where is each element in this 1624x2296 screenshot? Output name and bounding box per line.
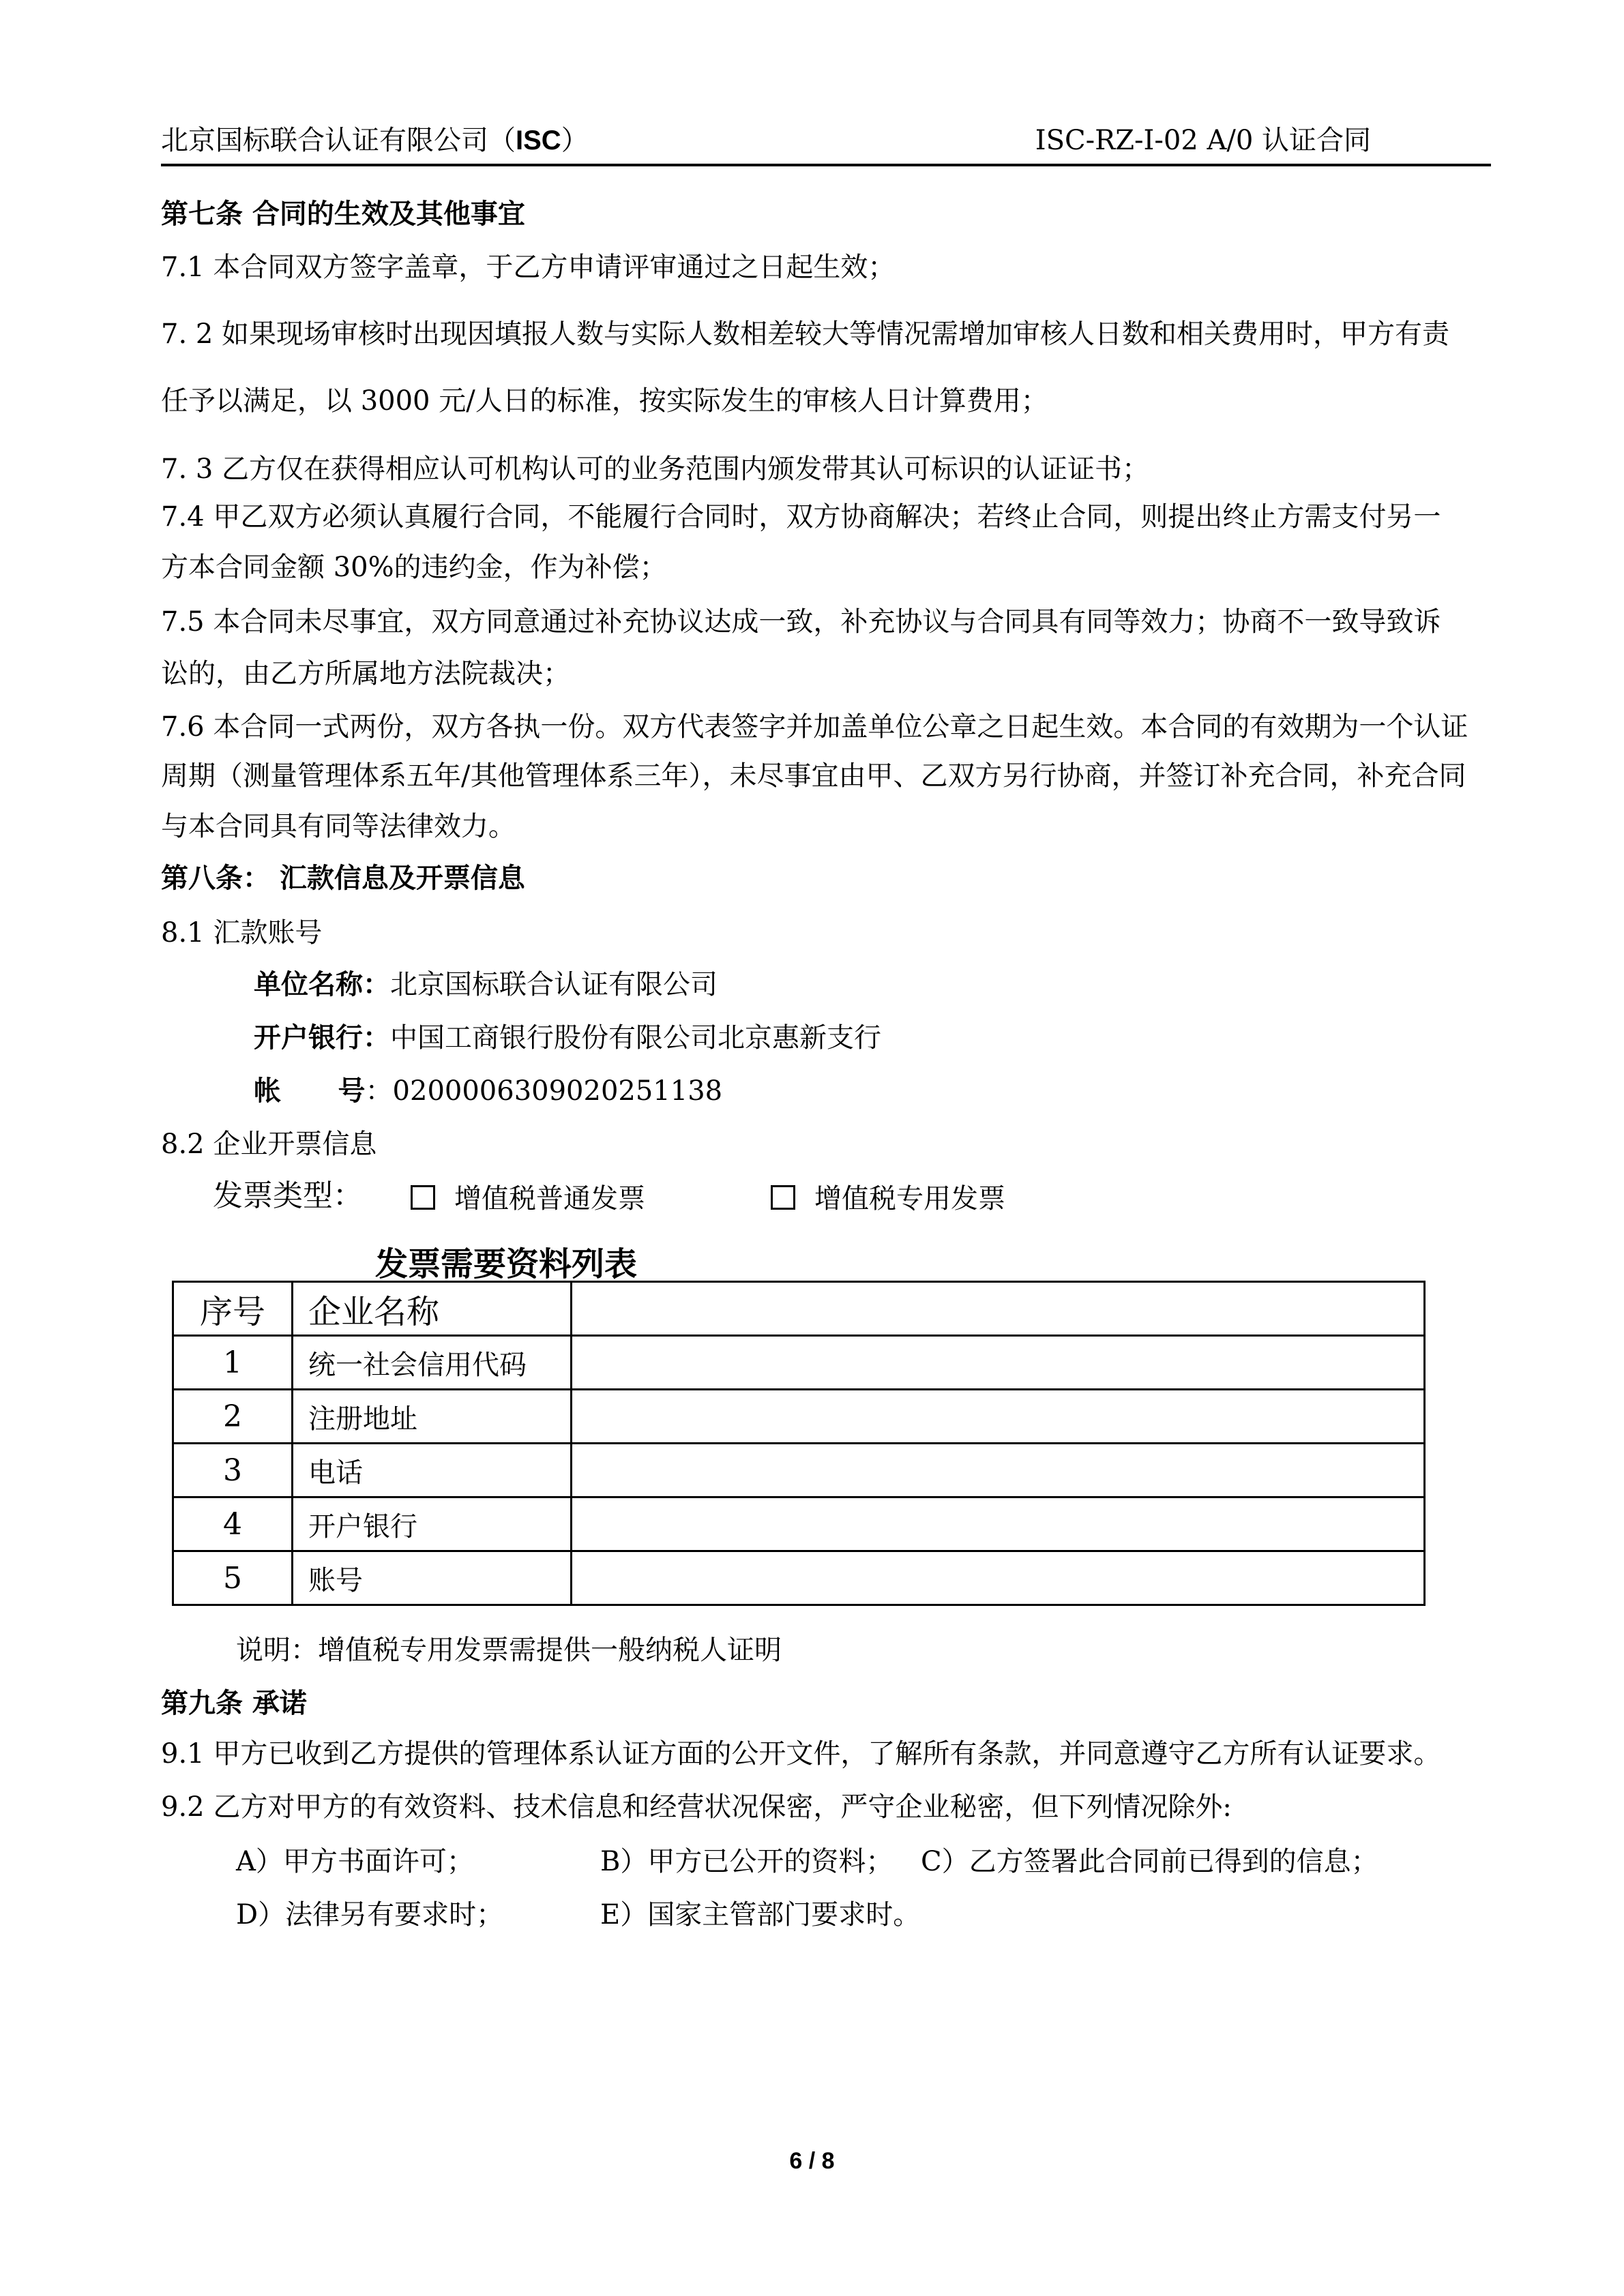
clause-7-5-line2: 讼的，由乙方所属地方法院裁决； [161, 658, 570, 689]
clause-7-4-line2: 方本合同金额 30%的违约金，作为补偿； [161, 552, 667, 583]
bank-value: 中国工商银行股份有限公司北京惠新支行 [390, 1022, 881, 1054]
clause-7-6-line2: 周期（测量管理体系五年/其他管理体系三年），未尽事宜由甲、乙双方另行协商，并签订补充合同，补充合同 [161, 760, 1466, 792]
document-code: ISC-RZ-I-02 A/0 认证合同 [1035, 125, 1371, 156]
remittance-bank-row [254, 1022, 881, 1054]
invoice-info-table [172, 1281, 1426, 1606]
exception-a: A）甲方书面许可； [236, 1846, 474, 1877]
field-name-cell: 账号 [293, 1551, 572, 1605]
invoice-note: 说明：增值税专用发票需提供一般纳税人证明 [236, 1635, 782, 1666]
table-row [173, 1390, 1425, 1444]
article-9-title: 第九条 承诺 [161, 1688, 307, 1719]
page-number: 6 / 8 [789, 2148, 835, 2174]
article-8-title: 第八条： 汇款信息及开票信息 [161, 863, 525, 894]
exception-e: E）国家主管部门要求时。 [600, 1899, 921, 1930]
row-number-cell: 序号 [173, 1282, 293, 1336]
table-row [173, 1497, 1425, 1551]
clause-7-1: 7.1 本合同双方签字盖章，于乙方申请评审通过之日起生效； [161, 252, 896, 283]
table-row [173, 1282, 1425, 1336]
clause-8-2: 8.2 企业开票信息 [161, 1129, 377, 1160]
unit-name-value: 北京国标联合认证有限公司 [390, 969, 718, 1000]
invoice-type-row [213, 1178, 1005, 1214]
invoice-option-special[interactable]: 增值税专用发票 [771, 1181, 1005, 1217]
clause-7-5-line1: 7.5 本合同未尽事宜，双方同意通过补充协议达成一致，补充协议与合同具有同等效力；协商不一致导致诉 [161, 606, 1441, 638]
row-number-cell: 4 [173, 1497, 293, 1551]
company-name: 北京国标联合认证有限公司（ISC） [161, 125, 589, 156]
exception-c: C）乙方签署此合同前已得到的信息； [921, 1846, 1378, 1877]
header-divider [161, 164, 1491, 166]
clause-9-2: 9.2 乙方对甲方的有效资料、技术信息和经营状况保密，严守企业秘密，但下列情况除外: [161, 1791, 1232, 1823]
table-row [173, 1444, 1425, 1497]
table-row [173, 1336, 1425, 1390]
invoice-type-label: 发票类型： [213, 1178, 363, 1213]
invoice-table-title: 发票需要资料列表 [375, 1245, 638, 1283]
row-number-cell: 5 [173, 1551, 293, 1605]
unit-name-label: 单位名称： [254, 969, 390, 1000]
field-value-cell[interactable] [572, 1336, 1425, 1390]
invoice-option-normal[interactable]: 增值税普通发票 [411, 1181, 645, 1217]
remittance-unit-row [254, 968, 718, 1001]
clause-8-1: 8.1 汇款账号 [161, 917, 323, 949]
bank-label: 开户银行： [254, 1022, 390, 1054]
clause-7-3: 7. 3 乙方仅在获得相应认可机构认可的业务范围内颁发带其认可标识的认证证书； [161, 453, 1150, 485]
row-number-cell: 2 [173, 1390, 293, 1444]
table-row [173, 1551, 1425, 1605]
field-value-cell[interactable] [572, 1551, 1425, 1605]
field-name-cell: 企业名称 [293, 1282, 572, 1336]
page-header [161, 115, 1491, 164]
field-value-cell[interactable] [572, 1444, 1425, 1497]
clause-7-4-line1: 7.4 甲乙双方必须认真履行合同，不能履行合同时，双方协商解决；若终止合同，则提出终止方需支付另一 [161, 501, 1441, 533]
clause-7-2-line1: 7. 2 如果现场审核时出现因填报人数与实际人数相差较大等情况需增加审核人日数和相关费用时，甲方有责 [161, 318, 1450, 350]
field-name-cell: 统一社会信用代码 [293, 1336, 572, 1390]
exception-b: B）甲方已公开的资料； [600, 1846, 894, 1877]
field-value-cell[interactable] [572, 1282, 1425, 1336]
clause-7-6-line3: 与本合同具有同等法律效力。 [161, 811, 516, 842]
checkbox-icon[interactable] [771, 1185, 795, 1210]
row-number-cell: 1 [173, 1336, 293, 1390]
field-value-cell[interactable] [572, 1390, 1425, 1444]
field-name-cell: 开户银行 [293, 1497, 572, 1551]
article-7-title: 第七条 合同的生效及其他事宜 [161, 198, 525, 230]
field-value-cell[interactable] [572, 1497, 1425, 1551]
clause-9-1: 9.1 甲方已收到乙方提供的管理体系认证方面的公开文件，了解所有条款，并同意遵守乙方所有认证要求。 [161, 1738, 1441, 1770]
remittance-account-row [254, 1075, 722, 1107]
exception-d: D）法律另有要求时； [236, 1899, 504, 1930]
clause-7-6-line1: 7.6 本合同一式两份，双方各执一份。双方代表签字并加盖单位公章之日起生效。本合同的有效期为一个认证 [161, 711, 1468, 743]
account-label: 帐 号 [254, 1075, 366, 1107]
field-name-cell: 注册地址 [293, 1390, 572, 1444]
clause-7-2-line2: 任予以满足，以 3000 元/人日的标准，按实际发生的审核人日计算费用； [161, 385, 1048, 417]
account-value: ：0200006309020251138 [365, 1075, 723, 1107]
row-number-cell: 3 [173, 1444, 293, 1497]
field-name-cell: 电话 [293, 1444, 572, 1497]
checkbox-icon[interactable] [411, 1185, 435, 1210]
